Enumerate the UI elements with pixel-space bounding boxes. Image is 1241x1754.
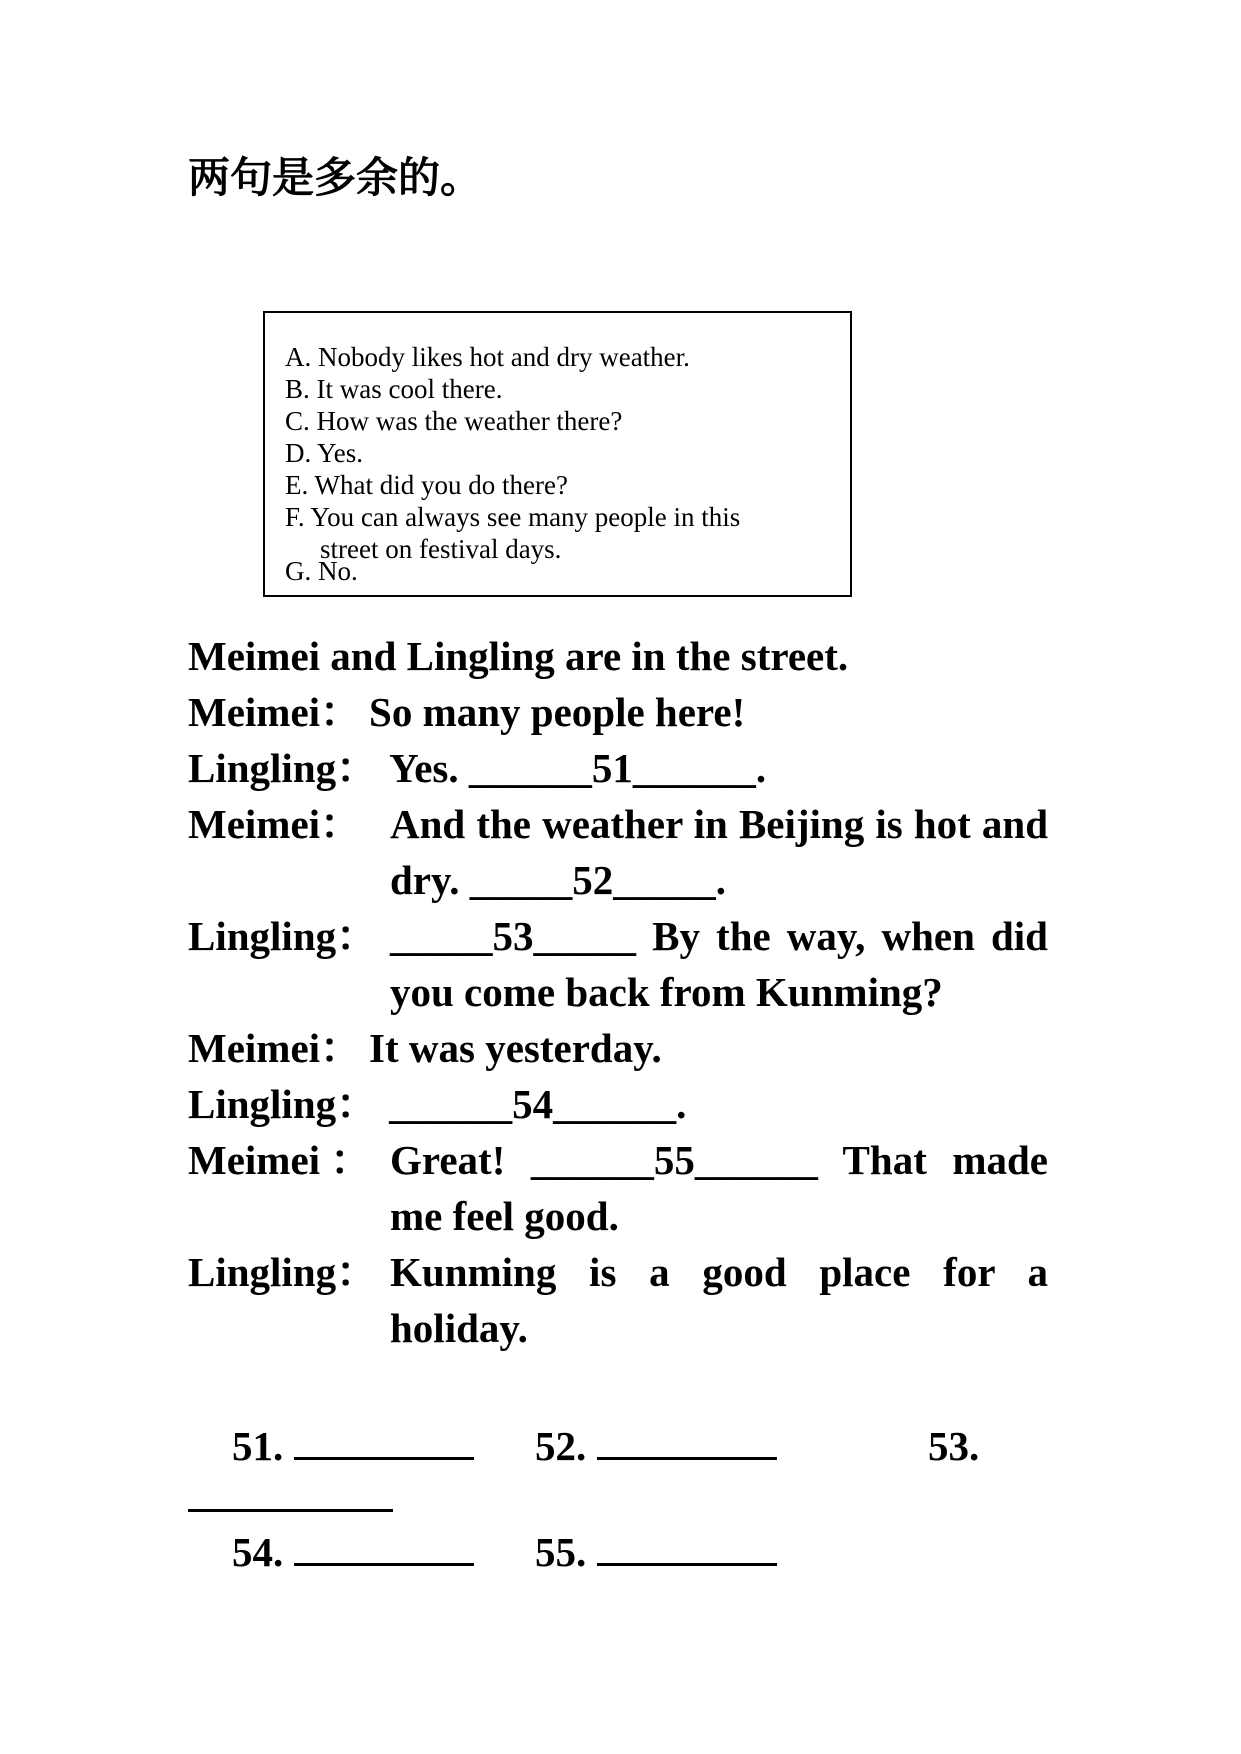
utterance: Great! ______55______ That made me feel good. (390, 1137, 1048, 1239)
dialogue-turn (188, 908, 1048, 1020)
answer-number: 51. (232, 1423, 284, 1469)
utterance: And the weather in Beijing is hot and dry. _____52_____. (390, 801, 1048, 903)
options-box (263, 311, 852, 597)
dialogue-intro: Meimei and Lingling are in the street. (188, 633, 849, 679)
dialogue (188, 628, 1048, 1356)
answer-55 (535, 1526, 777, 1578)
option-text: You can always see many people in this (304, 502, 741, 532)
options-list (285, 341, 885, 587)
option-a (285, 341, 885, 373)
answer-blank[interactable] (294, 1421, 474, 1460)
answer-53-line (188, 1472, 393, 1524)
option-letter: D. (285, 438, 312, 468)
answer-row (188, 1420, 1048, 1472)
speaker-name: Lingling： (188, 745, 378, 791)
option-d (285, 437, 885, 469)
answer-row (188, 1472, 1048, 1526)
answer-blank[interactable] (294, 1527, 474, 1566)
dialogue-turn (188, 796, 1048, 908)
option-letter: C. (285, 406, 310, 436)
answer-54 (232, 1526, 474, 1578)
answer-blank[interactable] (597, 1421, 777, 1460)
answer-number: 55. (535, 1529, 587, 1575)
speaker-name: Lingling： (188, 1249, 378, 1295)
answer-51 (232, 1420, 474, 1472)
answer-number: 54. (232, 1529, 284, 1575)
dialogue-turn (188, 1132, 1048, 1244)
option-text: What did you do there? (308, 470, 568, 500)
speaker-name: Meimei： (188, 801, 362, 847)
answer-number: 52. (535, 1423, 587, 1469)
option-letter: E. (285, 470, 309, 500)
dialogue-turn (188, 740, 1048, 796)
answer-number: 53. (928, 1423, 980, 1469)
answer-blank[interactable] (188, 1473, 393, 1512)
speaker-name: Meimei： (188, 1025, 362, 1071)
option-text-continued: street on festival days. (320, 534, 562, 564)
speaker-name: Meimei ： (188, 1137, 372, 1183)
answer-section (188, 1420, 1048, 1578)
dialogue-turn (188, 1020, 1048, 1076)
option-letter: F. (285, 502, 305, 532)
answer-52 (535, 1420, 777, 1472)
utterance: So many people here! (369, 689, 746, 735)
answer-53 (928, 1420, 979, 1472)
option-text: How was the weather there? (309, 406, 623, 436)
speaker-name: Lingling： (188, 913, 378, 959)
option-text: Yes. (311, 438, 364, 468)
answer-blank[interactable] (597, 1527, 777, 1566)
utterance: Yes. ______51______. (389, 745, 767, 791)
answer-row (188, 1526, 1048, 1578)
dialogue-turn (188, 684, 1048, 740)
option-c (285, 405, 885, 437)
option-letter: A. (285, 342, 312, 372)
instruction-heading: 两句是多余的。 (188, 153, 483, 202)
utterance: _____53_____ By the way, when did you come back from Kunming? (390, 913, 1048, 1015)
option-text: No. (311, 556, 358, 586)
utterance: It was yesterday. (369, 1025, 662, 1071)
dialogue-turn (188, 1076, 1048, 1132)
utterance: Kunming is a good place for a holiday. (390, 1249, 1048, 1351)
option-e (285, 469, 885, 501)
option-text: It was cool there. (309, 374, 503, 404)
option-letter: G. (285, 556, 312, 586)
utterance: ______54______. (389, 1081, 687, 1127)
option-b (285, 373, 885, 405)
speaker-name: Lingling： (188, 1081, 378, 1127)
option-text: Nobody likes hot and dry weather. (311, 342, 690, 372)
speaker-name: Meimei： (188, 689, 362, 735)
dialogue-turn (188, 1244, 1048, 1356)
option-letter: B. (285, 374, 310, 404)
